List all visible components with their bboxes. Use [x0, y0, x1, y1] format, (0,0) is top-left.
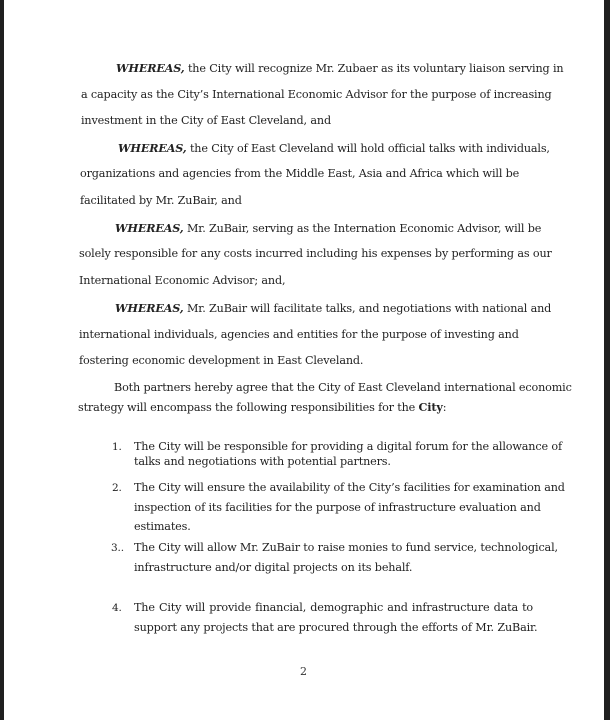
list-number: 1.	[112, 441, 122, 453]
list-item-line: The City will allow Mr. ZuBair to raise monies to fund service, technological,	[134, 541, 558, 554]
whereas-label: WHEREAS,	[116, 61, 185, 75]
whereas-label: WHEREAS,	[115, 221, 184, 235]
list-item-line: inspection of its facilities for the purpose of infrastructure evaluation and	[134, 501, 541, 514]
list-number: 3..	[111, 542, 124, 554]
list-item-line: The City will provide financial, demographic and infrastructure data to	[134, 601, 533, 614]
list-item-line: support any projects that are procured through the efforts of Mr. ZuBair.	[134, 621, 538, 634]
list-item-line: talks and negotiations with potential partners.	[134, 455, 391, 468]
list-item-line: The City will ensure the availability of the City’s facilities for examination and	[134, 481, 565, 494]
paragraph-line: Both partners hereby agree that the City of East Cleveland international economic	[114, 381, 572, 394]
page-number: 2	[300, 665, 307, 678]
paragraph-line: WHEREAS, the City of East Cleveland will hold official talks with individuals,	[118, 141, 550, 155]
paragraph-line: organizations and agencies from the Middle East, Asia and Africa which will be	[80, 167, 520, 180]
document-page	[4, 0, 604, 720]
list-item-line: estimates.	[134, 520, 191, 533]
paragraph-line: WHEREAS, Mr. ZuBair, serving as the Internation Economic Advisor, will be	[115, 221, 542, 235]
paragraph-line: facilitated by Mr. ZuBair, and	[80, 194, 242, 207]
paragraph-line: fostering economic development in East Cleveland.	[79, 354, 364, 367]
list-number: 4.	[112, 602, 122, 614]
paragraph-line: strategy will encompass the following responsibilities for the City:	[78, 400, 447, 414]
list-item-line: The City will be responsible for providing a digital forum for the allowance of	[134, 440, 562, 453]
paragraph-line: WHEREAS, the City will recognize Mr. Zubaer as its voluntary liaison serving in	[116, 61, 564, 75]
paragraph-line: solely responsible for any costs incurred including his expenses by performing as our	[79, 247, 552, 260]
list-item-line: infrastructure and/or digital projects on its behalf.	[134, 561, 413, 574]
paragraph-line: International Economic Advisor; and,	[79, 274, 286, 287]
paragraph-line: WHEREAS, Mr. ZuBair will facilitate talks, and negotiations with national and	[115, 301, 552, 315]
paragraph-line: investment in the City of East Cleveland, and	[81, 114, 331, 127]
list-number: 2.	[112, 482, 122, 494]
city-emphasis: City	[418, 400, 443, 414]
whereas-label: WHEREAS,	[115, 301, 184, 315]
whereas-label: WHEREAS,	[118, 141, 187, 155]
paragraph-line: a capacity as the City’s International Economic Advisor for the purpose of increasing	[81, 88, 552, 101]
paragraph-line: international individuals, agencies and entities for the purpose of investing and	[79, 328, 519, 341]
